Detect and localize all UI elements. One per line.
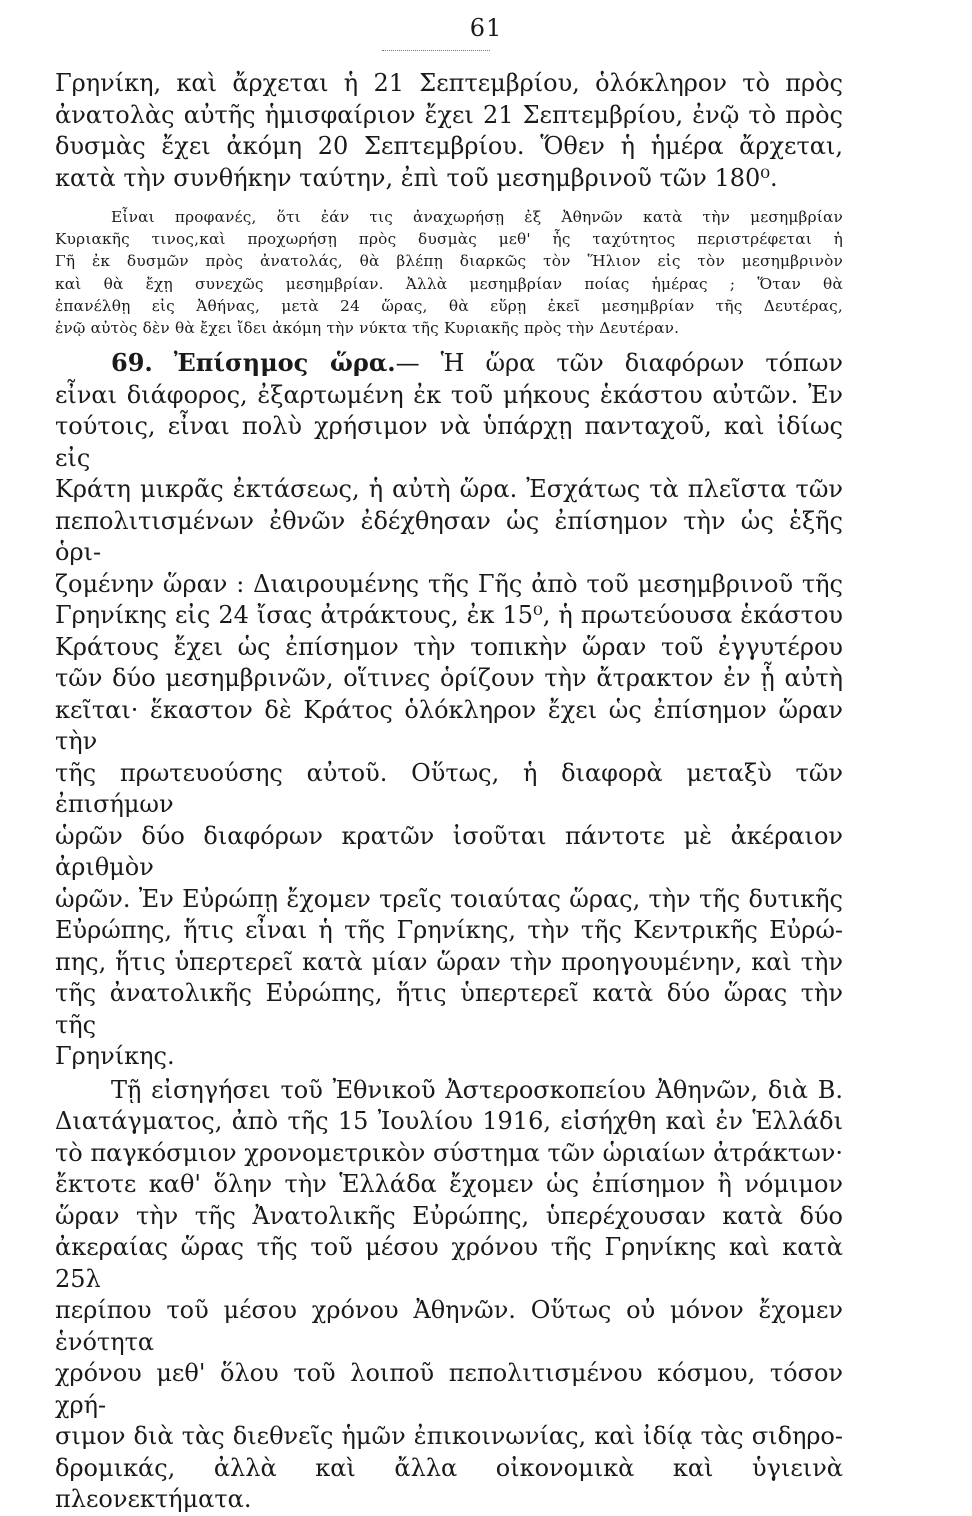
text-line: Γρηνίκης εἰς 24 ἴσας ἀτράκτους, ἐκ 15⁰, ἡ πρωτεύουσα ἑκάστου — [55, 601, 843, 630]
text-line: ἀνατολὰς αὐτῆς ἡμισφαίριον ἔχει 21 Σεπτεμβρίου, ἐνῷ τὸ πρὸς — [55, 100, 843, 129]
section-number: 69. — [111, 348, 153, 378]
text-line: Διατάγματος, ἀπὸ τῆς 15 Ἰουλίου 1916, εἰσήχθη καὶ ἐν Ἑλλάδι — [55, 1107, 843, 1136]
text-line: ἀκεραίας ὥρας τῆς τοῦ μέσου χρόνου τῆς Γρηνίκης καὶ κατὰ 25λ — [55, 1233, 843, 1293]
text-line: Κράτους ἔχει ὡς ἐπίσημον τὴν τοπικὴν ὥραν τοῦ ἐγγυτέρου — [55, 632, 843, 661]
note-line: Κυριακῆς τινος,καὶ προχωρήσῃ πρὸς δυσμὰς μεθ' ἧς ταχύτητος περιστρέφεται ἡ — [55, 230, 843, 249]
paragraph-continuation — [55, 68, 843, 194]
text-line: ὡρῶν δύο διαφόρων κρατῶν ἰσοῦται πάντοτε μὲ ἀκέραιον ἀριθμὸν — [55, 821, 843, 882]
note-line: καὶ θὰ ἔχῃ συνεχῶς μεσημβρίαν. Ἀλλὰ μεσημβρίαν ποίας ἡμέρας ; Ὅταν θὰ — [55, 274, 843, 293]
text-line: εἶναι διάφορος, ἐξαρτωμένη ἐκ τοῦ μήκους ἑκάστου αὐτῶν. Ἐν — [55, 380, 843, 409]
note-line: ἐπανέλθῃ εἰς Ἀθήνας, μετὰ 24 ὥρας, θὰ εὕρῃ ἐκεῖ μεσημβρίαν τῆς Δευτέρας, — [55, 296, 843, 315]
text-line: κεῖται· ἕκαστον δὲ Κράτος ὁλόκληρον ἔχει ὡς ἐπίσημον ὥραν τὴν — [55, 695, 843, 756]
text-line: χρόνου μεθ' ὅλου τοῦ λοιποῦ πεπολιτισμένου κόσμου, τόσον χρή- — [55, 1359, 843, 1419]
section-first-line: — Ἡ ὥρα τῶν διαφόρων τόπων — [395, 349, 843, 378]
section-title: Ἐπίσημος ὥρα. — [173, 348, 396, 378]
text-line: πης, ἥτις ὑπερτερεῖ κατὰ μίαν ὥραν τὴν προηγουμένην, καὶ τὴν — [55, 947, 843, 976]
text-line: τούτοις, εἶναι πολὺ χρήσιμον νὰ ὑπάρχῃ πανταχοῦ, καὶ ἰδίως εἰς — [55, 412, 843, 472]
text-line: κατὰ τὴν συνθήκην ταύτην, ἐπὶ τοῦ μεσημβρινοῦ τῶν 180⁰. — [55, 163, 778, 192]
text-line: ὡρῶν. Ἐν Εὐρώπῃ ἔχομεν τρεῖς τοιαύτας ὥρας, τὴν τῆς δυτικῆς — [55, 884, 843, 913]
text-line: τῶν δύο μεσημβρινῶν, οἵτινες ὁρίζουν τὴν ἄτρακτον ἐν ᾗ αὐτὴ — [55, 664, 843, 693]
text-line: ὥραν τὴν τῆς Ἀνατολικῆς Εὐρώπης, ὑπερέχουσαν κατὰ δύο — [55, 1201, 843, 1230]
text-line: δρομικάς, ἀλλὰ καὶ ἄλλα οἰκονομικὰ καὶ ὑγιεινὰ πλεονεκτήματα. — [55, 1453, 843, 1514]
note-line: Γῆ ἐκ δυσμῶν πρὸς ἀνατολάς, θὰ βλέπῃ διαρκῶς τὸν Ἥλιον εἰς τὸν μεσημβρινὸν — [55, 252, 843, 271]
text-line: ζομένην ὥραν : Διαιρουμένης τῆς Γῆς ἀπὸ τοῦ μεσημβρινοῦ τῆς — [55, 569, 843, 598]
header-rule — [382, 50, 490, 51]
text-line: τῆς ἀνατολικῆς Εὐρώπης, ἥτις ὑπερτερεῖ κατὰ δύο ὥρας τὴν τῆς — [55, 979, 843, 1039]
text-line: τὸ παγκόσμιον χρονομετρικὸν σύστημα τῶν ὡριαίων ἀτράκτων· — [55, 1138, 843, 1167]
text-line: τῆς πρωτευούσης αὐτοῦ. Οὕτως, ἡ διαφορὰ μεταξὺ τῶν ἐπισήμων — [55, 758, 843, 819]
text-line: περίπου τοῦ μέσου χρόνου Ἀθηνῶν. Οὕτως οὐ μόνον ἔχομεν ἑνότητα — [55, 1296, 843, 1356]
page-number: 61 — [469, 14, 503, 42]
text-line: δυσμὰς ἔχει ἀκόμη 20 Σεπτεμβρίου. Ὅθεν ἡ ἡμέρα ἄρχεται, — [55, 132, 843, 160]
page-body — [55, 68, 843, 1516]
text-line: σιμον διὰ τὰς διεθνεῖς ἡμῶν ἐπικοινωνίας, καὶ ἰδίᾳ τὰς σιδηρο- — [55, 1422, 843, 1451]
note-line: Εἶναι προφανές, ὅτι ἐάν τις ἀναχωρήσῃ ἐξ Ἀθηνῶν κατὰ τὴν μεσημβρίαν — [111, 208, 843, 226]
text-line: Κράτη μικρᾶς ἐκτάσεως, ἡ αὐτὴ ὥρα. Ἐσχάτως τὰ πλεῖστα τῶν — [55, 475, 843, 504]
text-line: Εὐρώπης, ἥτις εἶναι ἡ τῆς Γρηνίκης, τὴν τῆς Κεντρικῆς Εὐρώ- — [55, 916, 843, 945]
text-line: Γρηνίκη, καὶ ἄρχεται ἡ 21 Σεπτεμβρίου, ὁλόκληρον τὸ πρὸς — [55, 69, 843, 97]
text-line: ἔκτοτε καθ' ὅλην τὴν Ἑλλάδα ἔχομεν ὡς ἐπίσημον ἢ νόμιμον — [55, 1170, 843, 1199]
section-heading-line — [55, 347, 843, 380]
section-69 — [55, 347, 843, 1073]
paragraph-decree — [55, 1075, 843, 1516]
note-line: ἐνῷ αὐτὸς δὲν θὰ ἔχει ἴδει ἀκόμη τὴν νύκτα τῆς Κυριακῆς πρὸς τὴν Δευτέραν. — [55, 319, 680, 338]
text-line: πεπολιτισμένων ἐθνῶν ἐδέχθησαν ὡς ἐπίσημον τὴν ὡς ἑξῆς ὁρι- — [55, 506, 843, 567]
text-line: Γρηνίκης. — [55, 1042, 175, 1071]
footnote-remark — [55, 206, 843, 339]
text-line: Τῇ εἰσηγήσει τοῦ Ἐθνικοῦ Ἀστεροσκοπείου Ἀθηνῶν, διὰ Β. — [111, 1075, 843, 1104]
